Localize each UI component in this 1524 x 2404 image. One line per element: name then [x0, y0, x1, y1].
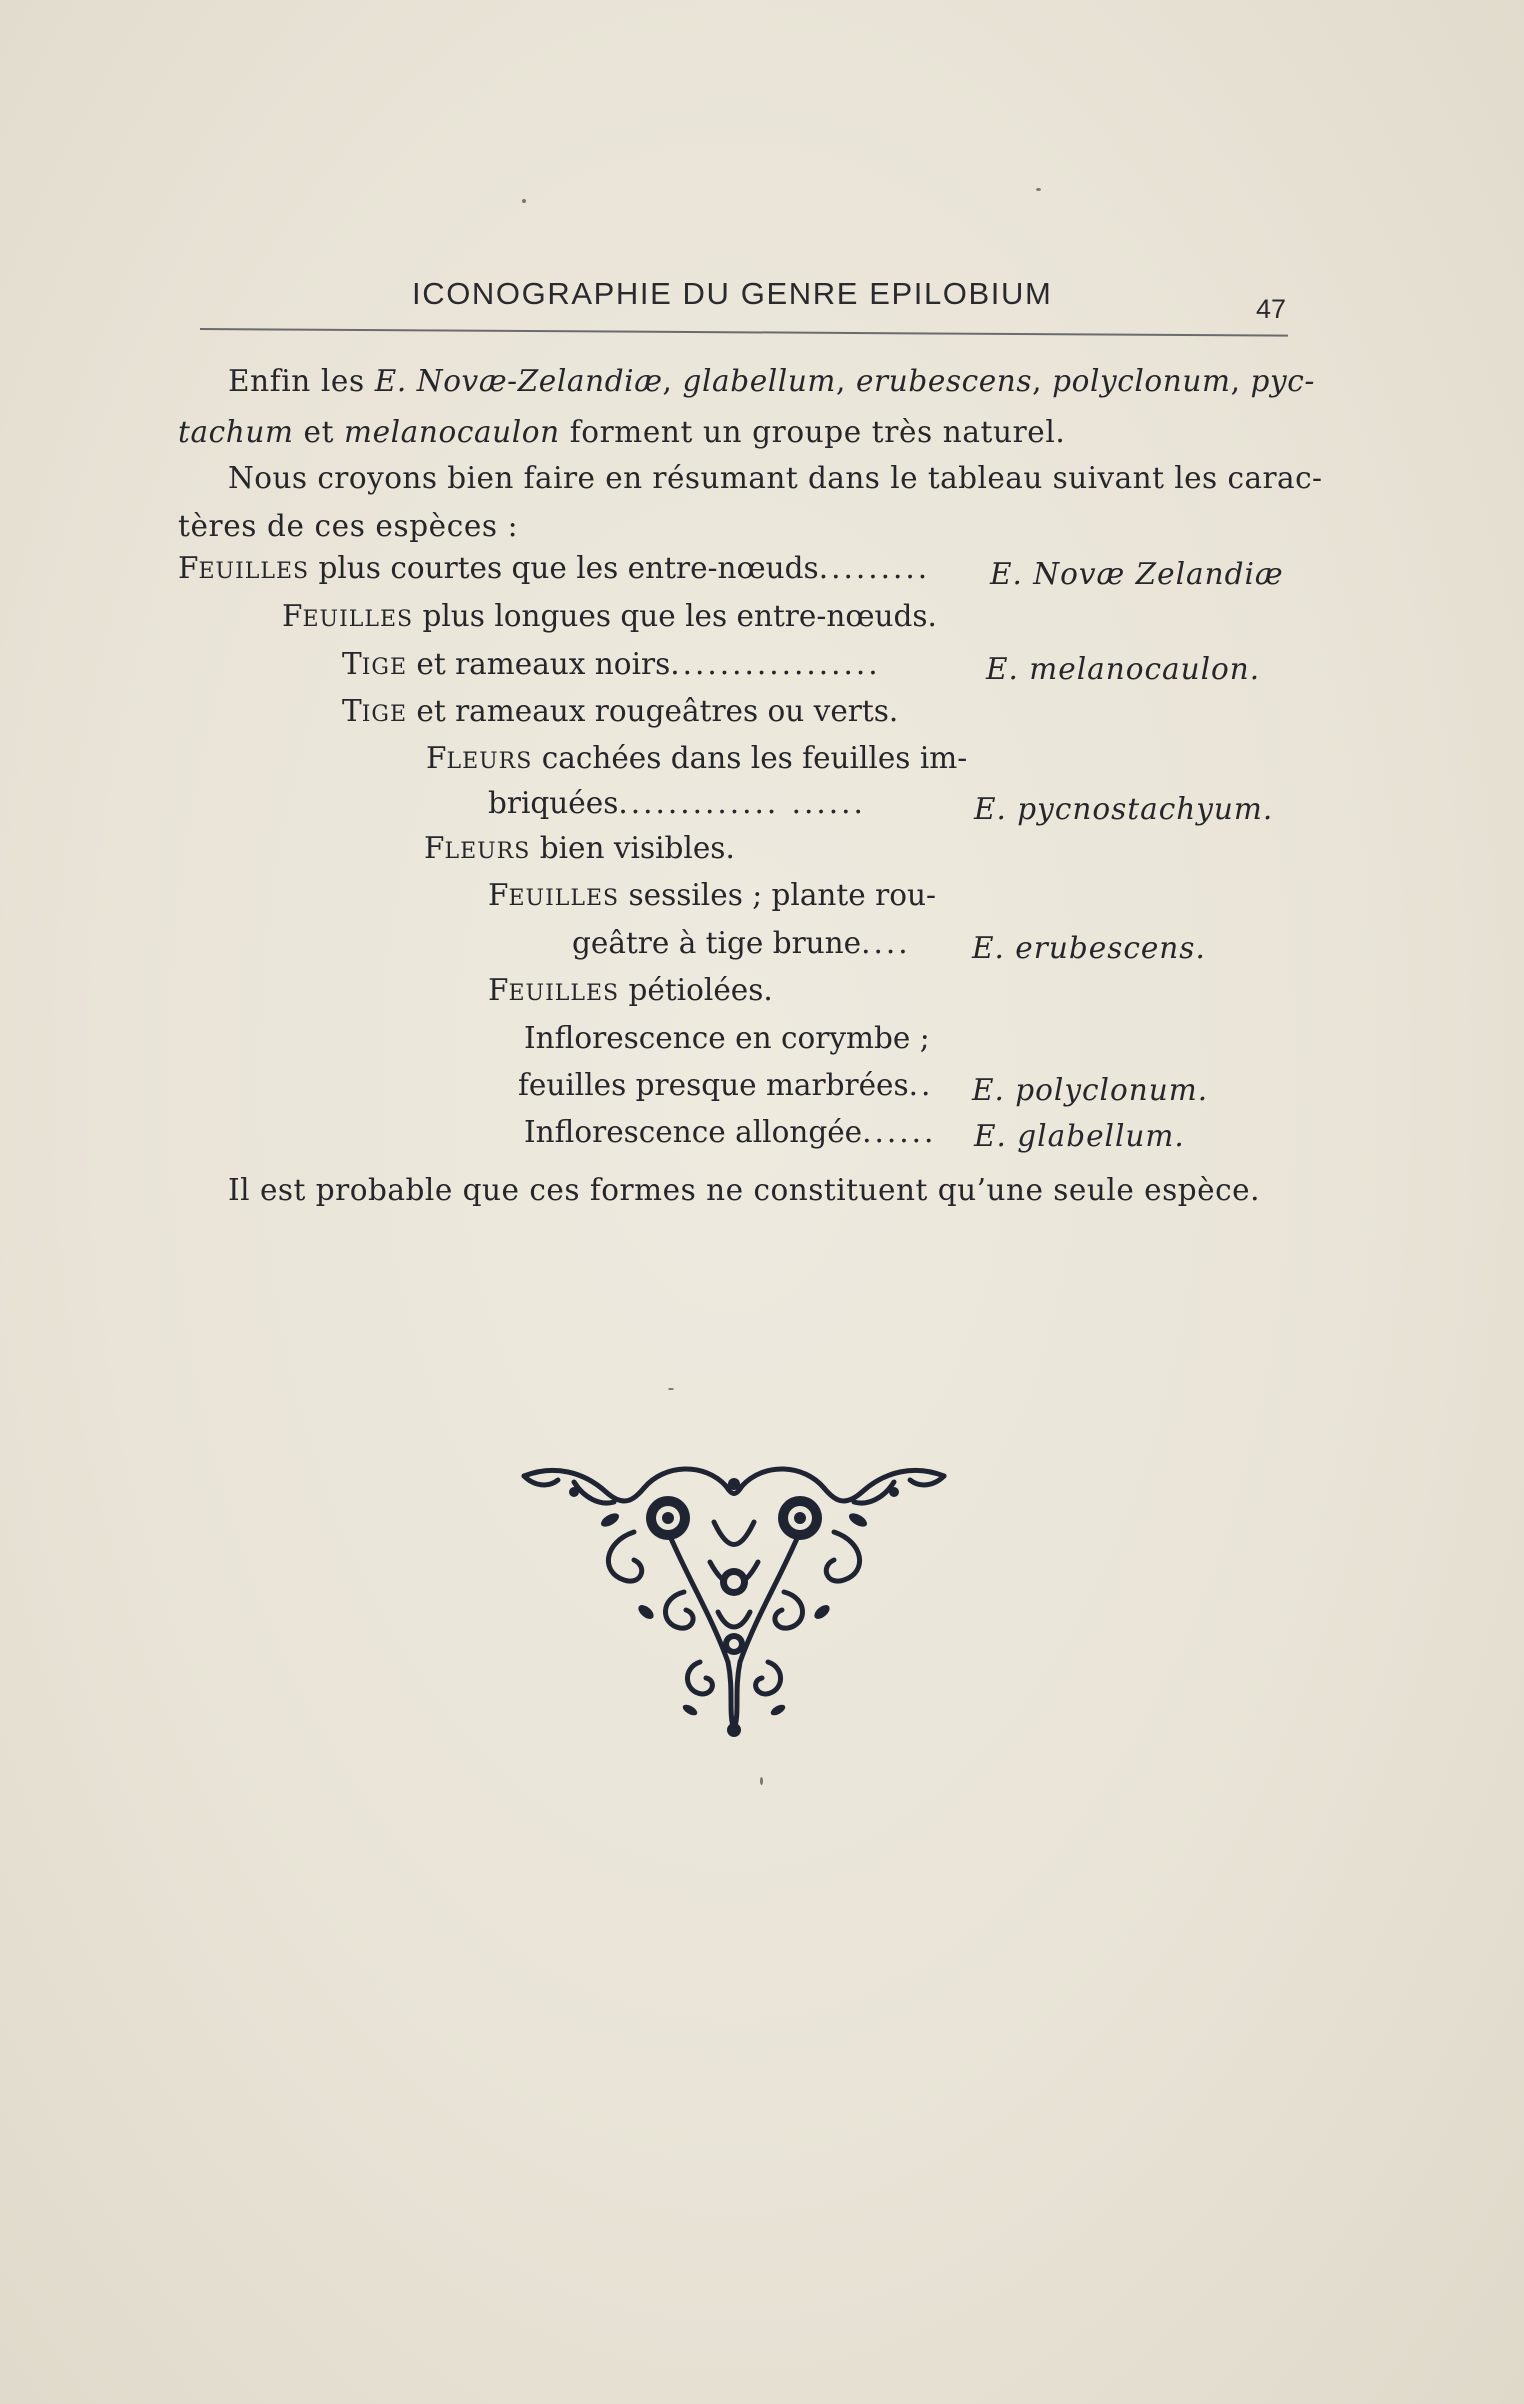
key-row-11: Inflorescence en corymbe ; — [524, 1021, 930, 1055]
key-row-5 — [426, 741, 968, 775]
intro-line-4: tères de ces espèces : — [178, 509, 519, 543]
leader-dots: ...... — [862, 1115, 937, 1149]
species-row-13: E. glabellum. — [974, 1119, 1185, 1153]
key-row-7 — [424, 831, 735, 865]
paper-speck — [668, 1388, 674, 1390]
paper-speck — [522, 199, 526, 203]
small-caps-initial: F — [282, 599, 303, 633]
intro-line-2 — [178, 415, 1066, 449]
floral-vignette-icon — [514, 1462, 954, 1742]
key-row-13 — [524, 1115, 937, 1149]
intro-text: et — [293, 415, 345, 449]
key-text: cachées dans les feuilles im- — [532, 741, 968, 775]
species-row-12: E. polyclonum. — [972, 1073, 1209, 1107]
small-caps-initial: F — [424, 831, 445, 865]
species-row-1: E. Novæ Zelandiæ — [990, 557, 1284, 591]
small-caps-word: EUILLES — [508, 981, 620, 1006]
key-text: plus courtes que les entre-nœuds — [309, 551, 819, 585]
species-name: polyclonum — [1052, 364, 1231, 398]
key-row-3 — [342, 647, 881, 681]
species-name: erubescens — [855, 364, 1033, 398]
small-caps-word: IGE — [361, 702, 408, 727]
key-text: bien visibles. — [530, 831, 735, 865]
small-caps-initial: F — [488, 973, 509, 1007]
intro-line-3: Nous croyons bien faire en résumant dans le tableau suivant les carac- — [228, 461, 1323, 495]
running-title: ICONOGRAPHIE DU GENRE EPILOBIUM — [412, 276, 1053, 311]
small-caps-word: EUILLES — [508, 886, 620, 911]
intro-text: Enfin les — [228, 364, 375, 398]
key-text: sessiles ; plante rou- — [619, 878, 936, 912]
key-text: feuilles presque marbrées — [518, 1068, 909, 1102]
small-caps-initial: F — [488, 878, 509, 912]
key-row-1 — [178, 551, 931, 585]
punctuation: , — [662, 364, 683, 398]
page-number: 47 — [1256, 294, 1287, 324]
species-row-6: E. pycnostachyum. — [974, 792, 1274, 826]
species-name: E. Novæ-Zelandiæ — [374, 364, 663, 398]
small-caps-word: EUILLES — [302, 607, 414, 632]
species-name: tachum — [178, 415, 294, 449]
key-row-10 — [488, 973, 773, 1007]
leader-dots: .. — [908, 1068, 934, 1102]
key-row-12 — [518, 1068, 934, 1102]
key-text: plus longues que les entre-nœuds. — [413, 599, 937, 633]
species-name: glabellum — [682, 364, 837, 398]
key-row-4 — [342, 694, 899, 728]
small-caps-initial: F — [178, 551, 199, 585]
key-text: et rameaux rougeâtres ou verts. — [407, 694, 899, 728]
key-text: geâtre à tige brune — [572, 926, 862, 960]
leader-dots: .... — [861, 926, 911, 960]
punctuation: , — [1230, 364, 1251, 398]
key-row-2 — [282, 599, 937, 633]
species-name: melanocaulon — [344, 415, 560, 449]
small-caps-initial: T — [342, 647, 362, 681]
small-caps-word: IGE — [361, 655, 408, 680]
intro-text: forment un groupe très naturel. — [559, 415, 1066, 449]
key-row-9 — [572, 926, 911, 960]
small-caps-initial: T — [342, 694, 362, 728]
species-name: pyc- — [1250, 364, 1315, 398]
key-text: pétiolées. — [619, 973, 773, 1007]
paper-speck — [760, 1777, 763, 1785]
small-caps-initial: F — [426, 741, 447, 775]
small-caps-word: LEURS — [444, 839, 531, 864]
species-row-9: E. erubescens. — [972, 931, 1206, 965]
leader-dots: ......... — [818, 551, 931, 585]
key-text: Inflorescence allongée — [524, 1115, 863, 1149]
small-caps-word: EUILLES — [198, 559, 310, 584]
leader-dots: ................. — [670, 647, 881, 681]
key-row-6 — [488, 786, 866, 820]
conclusion-line: Il est probable que ces formes ne constituent qu’une seule espèce. — [228, 1173, 1260, 1207]
leader-dots: ............. ...... — [618, 786, 866, 820]
punctuation: , — [1032, 364, 1053, 398]
paper-speck — [1036, 188, 1041, 191]
punctuation: , — [836, 364, 856, 398]
key-row-8 — [488, 878, 936, 912]
key-text: et rameaux noirs — [407, 647, 671, 681]
species-row-3: E. melanocaulon. — [986, 652, 1261, 686]
key-text: briquées — [488, 786, 619, 820]
small-caps-word: LEURS — [446, 749, 533, 774]
intro-line-1 — [228, 364, 1315, 398]
